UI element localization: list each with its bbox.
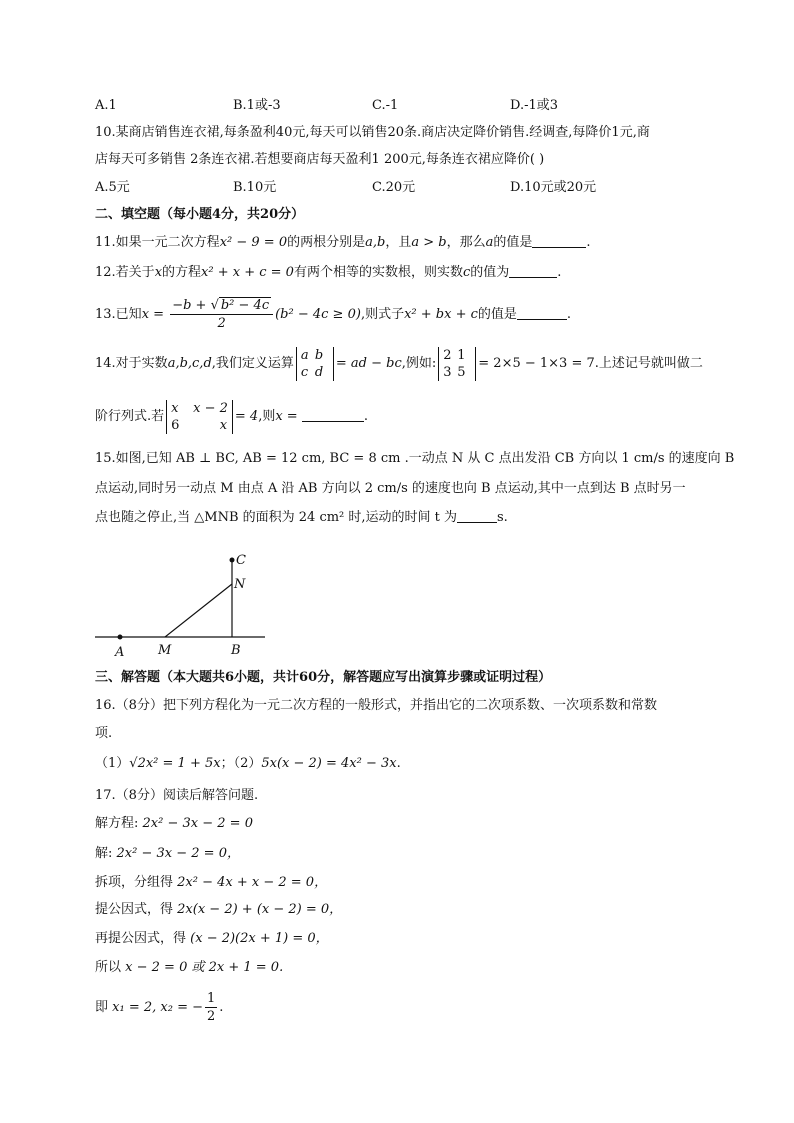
q10-option-a: A.5元 bbox=[95, 180, 130, 195]
q15-line1: 15.如图,已知 AB ⊥ BC, AB = 12 cm, BC = 8 cm .一动点 N 从 C 点出发沿 CB 方向以 1 cm/s 的速度向 B bbox=[95, 451, 735, 466]
q10-option-d: D.10元或20元 bbox=[510, 180, 597, 195]
q15-line2: 点运动,同时另一动点 M 由点 A 沿 AB 方向以 2 cm/s 的速度也向 B 点运动,其中一点到达 B 点时另一 bbox=[95, 481, 686, 496]
question-14-line1: 14.对于实数a,b,c,d,我们定义运算a b c d= ad − bc,例如:2 1 3 5= 2×5 − 1×3 = 7.上述记号就叫做二 bbox=[95, 347, 703, 380]
q17-step0: 解方程: 2x² − 3x − 2 = 0 bbox=[95, 816, 253, 831]
answer-blank-13[interactable] bbox=[517, 305, 567, 320]
label-c: C bbox=[236, 553, 246, 568]
label-m: M bbox=[158, 643, 172, 658]
point-a-dot bbox=[118, 635, 123, 640]
q17-step1: 解: 2x² − 3x − 2 = 0， bbox=[95, 846, 240, 861]
question-11: 11.如果一元二次方程x² − 9 = 0的两根分别是a,b，且a > b，那么a的值是 . bbox=[95, 235, 591, 250]
q9-option-d: D.-1或3 bbox=[510, 98, 559, 113]
answer-blank-11[interactable] bbox=[532, 233, 586, 248]
q16-line1: 16.（8分）把下列方程化为一元二次方程的一般形式，并指出它的二次项系数、一次项系数和常数 bbox=[95, 698, 657, 713]
q13-fraction: $\frac{\text{−b + √ b² − 4c}}{2}$ bbox=[170, 297, 273, 332]
answer-blank-15[interactable] bbox=[457, 508, 497, 523]
determinant-example: 2 1 3 5 bbox=[438, 347, 476, 381]
label-n: N bbox=[234, 577, 246, 592]
q17-step5: 所以 x − 2 = 0 或 2x + 1 = 0. bbox=[95, 960, 284, 975]
q10-line2: 店每天可多销售 2条连衣裙.若想要商店每天盈利1 200元,每条连衣裙应降价( ) bbox=[95, 152, 545, 167]
q17-step2: 拆项，分组得 2x² − 4x + x − 2 = 0， bbox=[95, 875, 328, 890]
q16-parts: （1）√2x² = 1 + 5x；（2）5x(x − 2) = 4x² − 3x. bbox=[95, 756, 401, 771]
segment-mn bbox=[165, 584, 232, 637]
determinant-definition: a b c d bbox=[296, 347, 334, 381]
q17-title: 17.（8分）阅读后解答问题. bbox=[95, 788, 259, 803]
q9-option-a: A.1 bbox=[95, 98, 117, 113]
point-c-dot bbox=[230, 558, 235, 563]
q9-option-b: B.1或-3 bbox=[233, 98, 281, 113]
label-b: B bbox=[231, 643, 241, 658]
section-fill-in-heading: 二、填空题（每小题4分，共20分） bbox=[95, 207, 305, 222]
answer-blank-12[interactable] bbox=[509, 263, 557, 278]
q10-option-b: B.10元 bbox=[233, 180, 277, 195]
q9-option-c: C.-1 bbox=[372, 98, 399, 113]
q17-step6: 即 x₁ = 2, x₂ = − $\frac{1}{2}$ . bbox=[95, 991, 224, 1024]
label-a: A bbox=[115, 645, 125, 660]
q17-step4: 再提公因式，得 (x − 2)(2x + 1) = 0， bbox=[95, 931, 329, 946]
q16-line2: 项. bbox=[95, 726, 113, 741]
geometry-figure bbox=[95, 540, 275, 665]
question-14-line2: 阶行列式.若x x − 2 6 x= 4,则x = . bbox=[95, 400, 368, 433]
question-13: 13.已知x = $\frac{\text{−b + √ b² − 4c}}{2}$ (b² − 4c ≥ 0),则式子x² + bx + c的值是 . bbox=[95, 298, 572, 331]
question-12: 12.若关于x的方程x² + x + c = 0有两个相等的实数根，则实数c的值为 . bbox=[95, 265, 562, 280]
answer-blank-14[interactable] bbox=[302, 407, 364, 422]
q10-line1: 10.某商店销售连衣裙,每条盈利40元,每天可以销售20条.商店决定降价销售.经调查,每降价1元,商 bbox=[95, 125, 650, 140]
q15-line3: 点也随之停止,当 △MNB 的面积为 24 cm² 时,运动的时间 t 为 s. bbox=[95, 510, 508, 525]
section-answer-heading: 三、解答题（本大题共6小题，共计60分，解答题应写出演算步骤或证明过程） bbox=[95, 670, 552, 685]
q17-step3: 提公因式，得 2x(x − 2) + (x − 2) = 0， bbox=[95, 902, 343, 917]
q10-option-c: C.20元 bbox=[372, 180, 416, 195]
determinant-equation: x x − 2 6 x bbox=[166, 400, 233, 434]
